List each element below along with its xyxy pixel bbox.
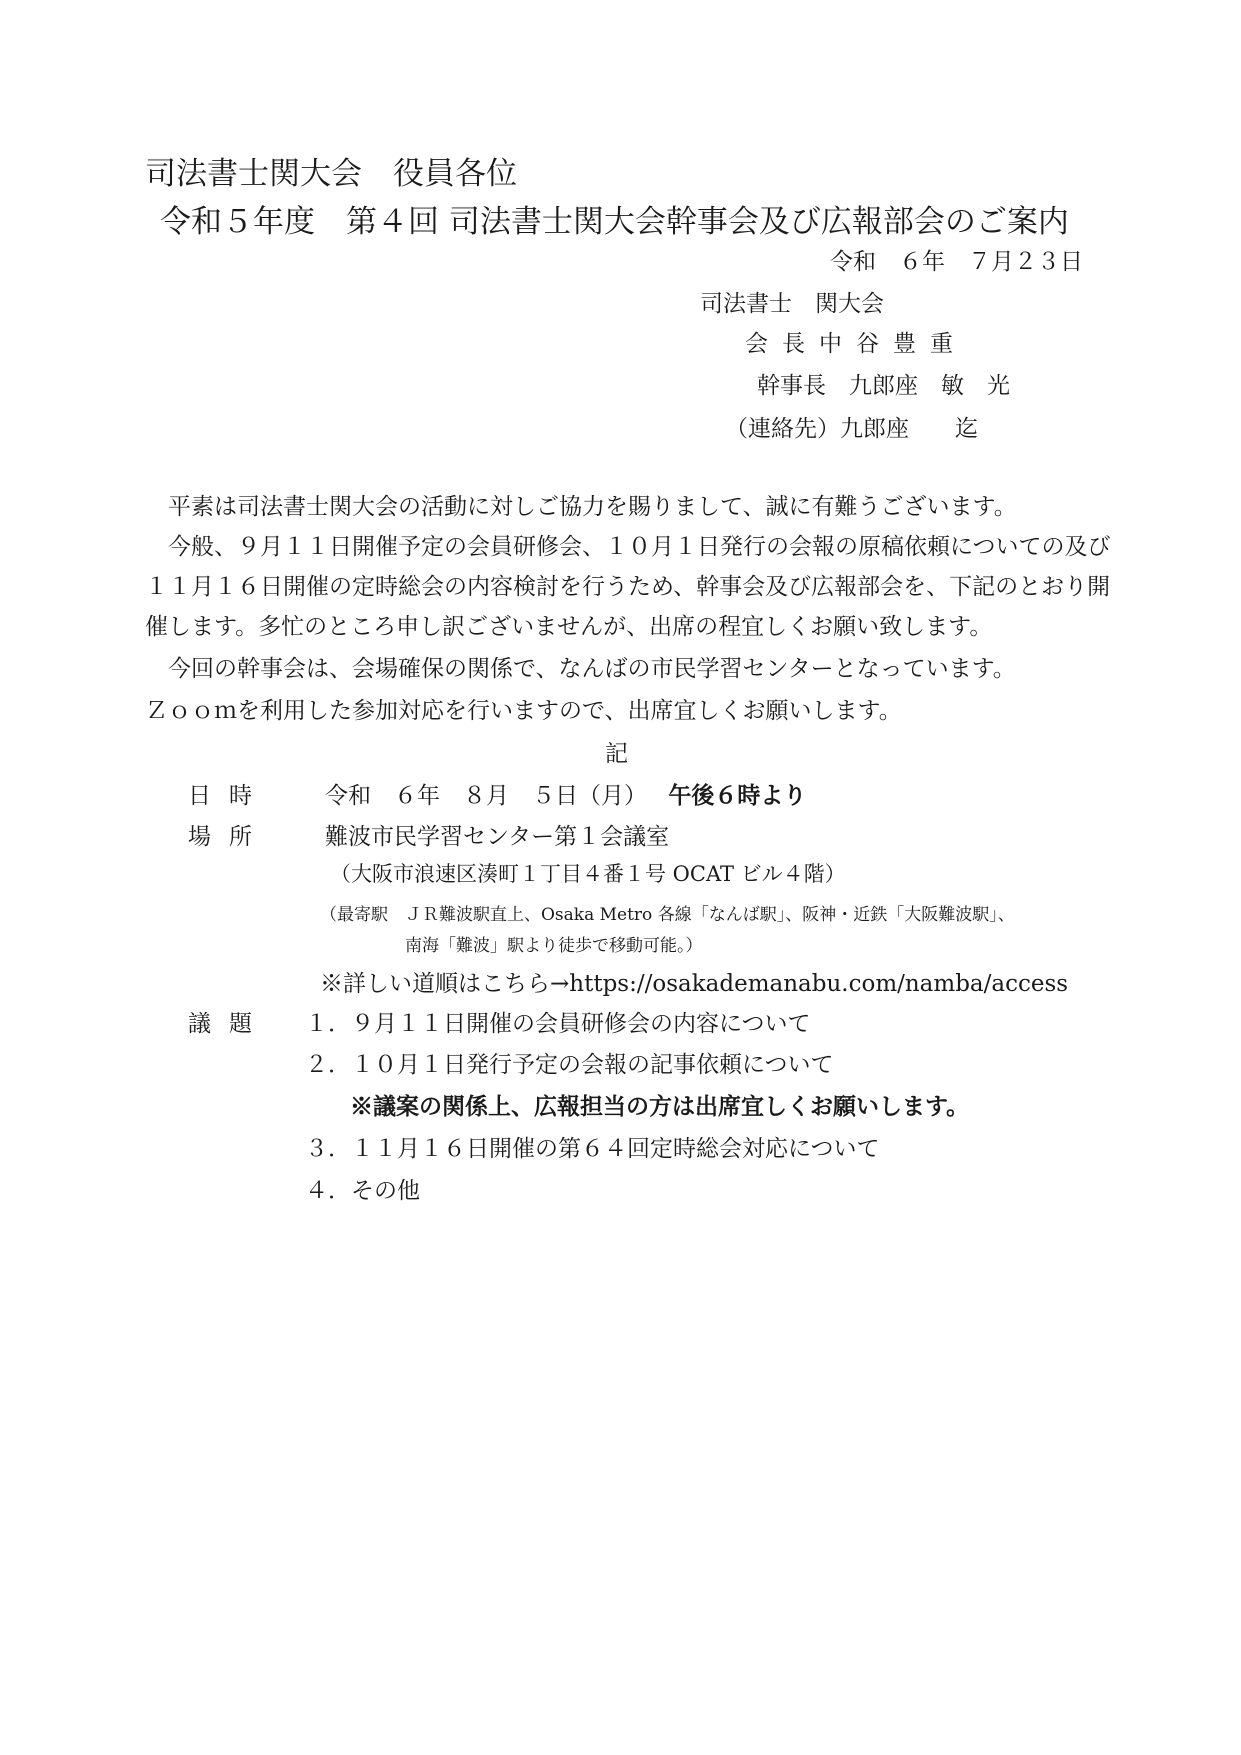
agenda-item: １．９月１１日開催の会員研修会の内容について	[305, 1011, 811, 1037]
body-paragraph-line: 今回の幹事会は、会場確保の関係で、なんばの市民学習センターとなっています。	[168, 656, 1016, 682]
agenda-item: ４．その他	[305, 1178, 420, 1204]
body-paragraph-line: 催します。多忙のところ申し訳ございませんが、出席の程宜しくお願い致します。	[145, 614, 993, 640]
ki-heading: 記	[605, 741, 628, 767]
body-paragraph-line: １１月１６日開催の定時総会の内容検討を行うため、幹事会及び広報部会を、下記のとおり開	[145, 574, 1111, 600]
organization: 司法書士 関大会	[700, 291, 884, 317]
access-info: （最寄駅 ＪＲ難波駅直上、Osaka Metro 各線「なんば駅」、阪神・近鉄「大阪難波駅」、	[320, 905, 1015, 925]
agenda-note: ※議案の関係上、広報担当の方は出席宜しくお願いします。	[350, 1093, 970, 1120]
place-address: （大阪市浪速区湊町１丁目４番１号 OCAT ビル４階）	[330, 862, 846, 886]
access-info: 南海「難波」駅より徒歩で移動可能。）	[405, 936, 703, 956]
datetime-date: 令和 ６年 ８月 ５日（月）	[325, 783, 647, 809]
agenda-label: 議題	[188, 1011, 270, 1037]
body-paragraph-line: 平素は司法書士関大会の活動に対しご協力を賜りまして、誠に有難うございます。	[168, 494, 1017, 520]
president: 会長中谷豊重	[745, 331, 967, 357]
datetime-time: 午後６時より	[668, 782, 807, 809]
place-label: 場所	[188, 824, 270, 850]
agenda-item: ２．１０月１日発行予定の会報の記事依頼について	[305, 1052, 834, 1078]
secretary-general: 幹事長 九郎座 敏 光	[757, 373, 1010, 399]
route-note: ※詳しい道順はこちら→https://osakademanabu.com/namba/access	[320, 971, 1069, 997]
body-paragraph-line: Ｚｏｏｍを利用した参加対応を行いますので、出席宜しくお願いします。	[145, 698, 902, 724]
body-paragraph-line: 今般、９月１１日開催予定の会員研修会、１０月１日発行の会報の原稿依頼についての及び	[168, 534, 1111, 560]
addressee: 司法書士関大会 役員各位	[145, 156, 517, 192]
datetime-label: 日時	[188, 783, 270, 809]
page-title: 令和５年度 第４回 司法書士関大会幹事会及び広報部会のご案内	[160, 204, 1069, 240]
datetime-value	[325, 777, 806, 810]
contact: （連絡先）九郎座 迄	[725, 416, 978, 442]
place-value: 難波市民学習センター第１会議室	[325, 824, 670, 850]
agenda-item: ３．１１月１６日開催の第６４回定時総会対応について	[305, 1136, 880, 1162]
issue-date: 令和 ６年 ７月２３日	[830, 249, 1083, 275]
